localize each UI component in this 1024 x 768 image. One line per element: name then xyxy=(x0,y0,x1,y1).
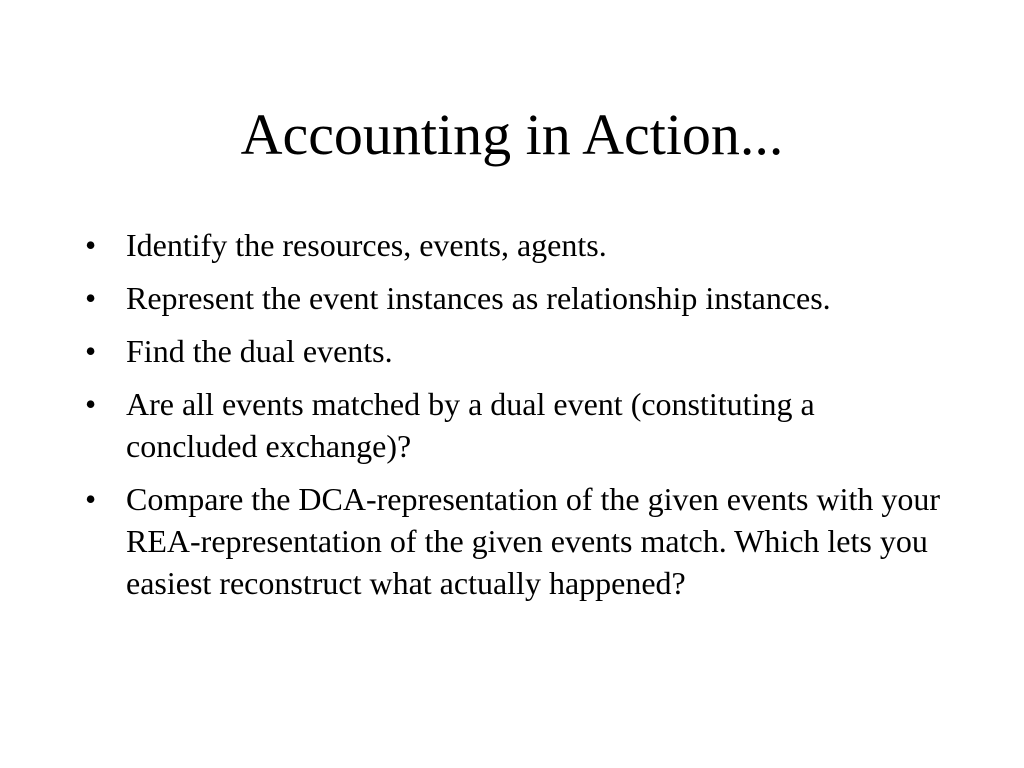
bullet-item xyxy=(82,383,952,467)
bullet-item xyxy=(82,330,952,372)
bullet-item xyxy=(82,224,952,266)
bullet-text: Represent the event instances as relationship instances. xyxy=(126,280,831,316)
bullet-marker: • xyxy=(85,386,97,422)
slide-title: Accounting in Action... xyxy=(240,102,784,167)
bullet-list xyxy=(82,224,952,615)
bullet-item xyxy=(82,277,952,319)
bullet-marker: • xyxy=(85,280,97,316)
bullet-marker: • xyxy=(85,333,97,369)
bullet-item xyxy=(82,478,952,604)
bullet-marker: • xyxy=(85,227,97,263)
bullet-marker: • xyxy=(85,481,97,517)
bullet-text: Find the dual events. xyxy=(126,333,393,369)
bullet-text: Compare the DCA-representation of the given events with your REA-representation of the given events match. Which lets you easiest reconstruct what actually happened? xyxy=(126,481,940,601)
bullet-text: Identify the resources, events, agents. xyxy=(126,227,607,263)
bullet-text: Are all events matched by a dual event (constituting a concluded exchange)? xyxy=(126,386,815,464)
